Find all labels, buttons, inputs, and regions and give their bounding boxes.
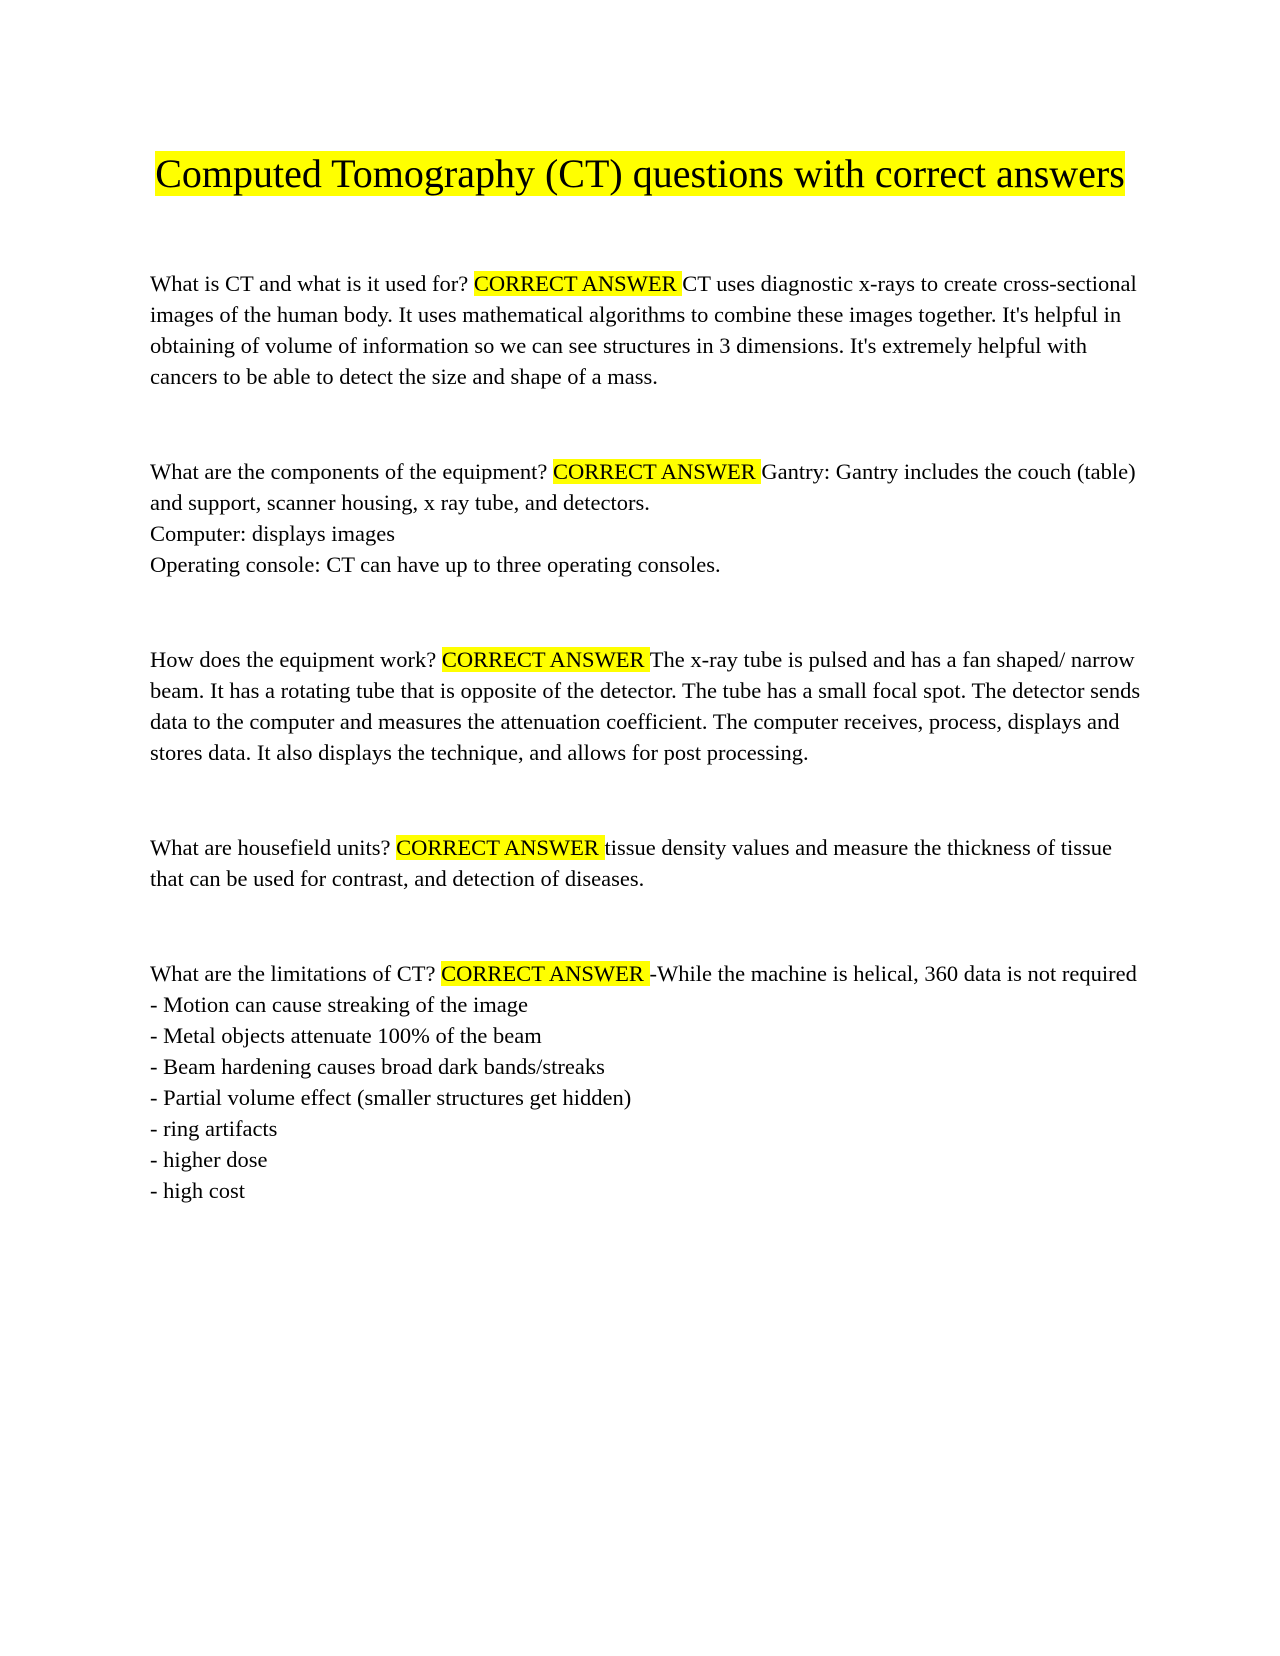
answer-line: Operating console: CT can have up to three operating consoles.	[150, 552, 721, 577]
question-text: What are the limitations of CT?	[150, 961, 442, 986]
answer-text: tissue density values and measure the thickness of tissue that can be used for contrast, and detection of diseases.	[150, 835, 1112, 891]
document-title	[150, 148, 1130, 200]
limitation-item: - Metal objects attenuate 100% of the beam	[150, 1023, 542, 1048]
correct-answer-marker: CORRECT ANSWER	[441, 961, 650, 986]
answer-line: Computer: displays images	[150, 521, 395, 546]
question-text: What are housefield units?	[150, 835, 397, 860]
qa-item	[150, 456, 1150, 580]
answer-text: The x-ray tube is pulsed and has a fan shaped/ narrow beam. It has a rotating tube that is opposite of the detector. The tube has a small focal spot. The detector sends data to the computer and measures the attenuation coefficient. The computer receives, process, displays and stores data. It also displays the technique, and allows for post processing.	[150, 647, 1141, 765]
limitation-item: - high cost	[150, 1178, 245, 1203]
qa-paragraph	[150, 268, 1150, 392]
correct-answer-marker: CORRECT ANSWER	[441, 647, 650, 672]
limitation-item: - Partial volume effect (smaller structures get hidden)	[150, 1085, 632, 1110]
limitation-item: - ring artifacts	[150, 1116, 278, 1141]
question-text: What is CT and what is it used for?	[150, 271, 474, 296]
answer-text: CT uses diagnostic x-rays to create cross-sectional images of the human body. It uses mathematical algorithms to combine these images together. It's helpful in obtaining of volume of information so we can see structures in 3 dimensions. It's extremely helpful with cancers to be able to detect the size and shape of a mass.	[150, 271, 1137, 389]
limitation-item: - Beam hardening causes broad dark bands/streaks	[150, 1054, 605, 1079]
qa-item	[150, 958, 1150, 1206]
answer-text: -While the machine is helical, 360 data is not required	[649, 961, 1137, 986]
answer-text: Gantry: Gantry includes the couch (table) and support, scanner housing, x ray tube, and detectors.	[150, 459, 1136, 515]
qa-paragraph	[150, 644, 1150, 768]
limitation-item: - Motion can cause streaking of the image	[150, 992, 528, 1017]
qa-paragraph	[150, 456, 1150, 518]
limitation-item: - higher dose	[150, 1147, 268, 1172]
correct-answer-marker: CORRECT ANSWER	[552, 459, 762, 484]
qa-item	[150, 832, 1150, 894]
title-highlight: Computed Tomography (CT) questions with correct answers	[155, 151, 1125, 196]
qa-item	[150, 644, 1150, 768]
correct-answer-marker: CORRECT ANSWER	[396, 835, 605, 860]
qa-paragraph	[150, 832, 1150, 894]
question-text: How does the equipment work?	[150, 647, 442, 672]
correct-answer-marker: CORRECT ANSWER	[473, 271, 683, 296]
question-text: What are the components of the equipment?	[150, 459, 553, 484]
qa-item	[150, 268, 1150, 392]
qa-list	[150, 268, 1150, 1206]
qa-paragraph	[150, 958, 1150, 989]
